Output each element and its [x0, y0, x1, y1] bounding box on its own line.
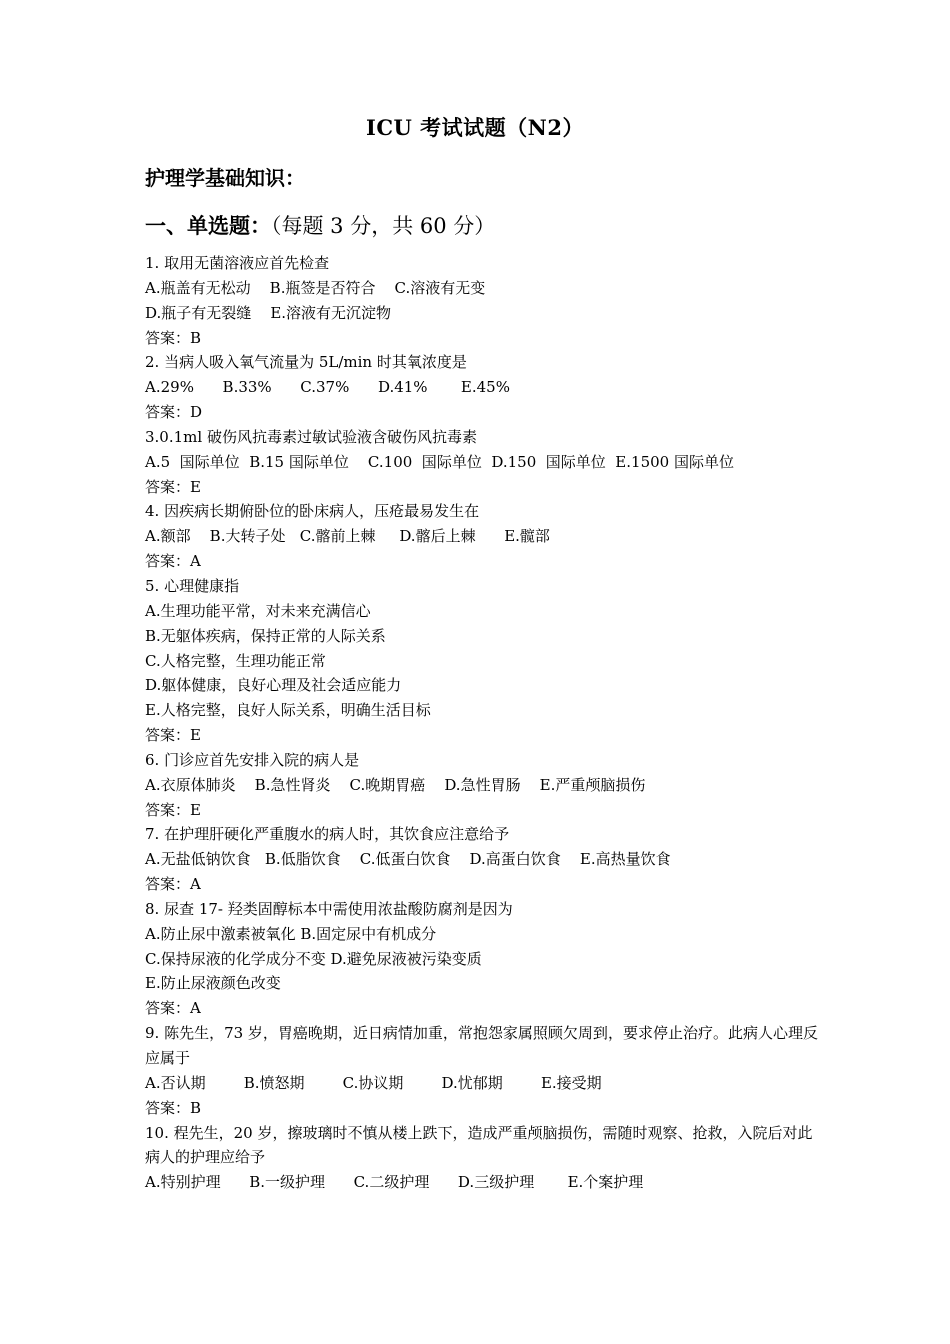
question-options: D.躯体健康，良好心理及社会适应能力 — [145, 676, 402, 695]
question-answer: 答案：B — [145, 1098, 202, 1117]
question-answer: 答案：E — [145, 477, 201, 496]
question-list — [145, 251, 825, 1195]
question-options: A.额部 B.大转子处 C.髂前上棘 D.髂后上棘 E.髋部 — [145, 527, 550, 546]
part-note: （每题 3 分，共 60 分） — [271, 214, 496, 238]
question-item — [145, 1021, 825, 1120]
question-stem: 7. 在护理肝硬化严重腹水的病人时，其饮食应注意给予 — [145, 825, 510, 844]
question-item — [145, 425, 825, 500]
question-answer: 答案：D — [145, 403, 203, 422]
question-item — [145, 574, 825, 748]
question-stem: 8. 尿查 17- 羟类固醇标本中需使用浓盐酸防腐剂是因为 — [145, 899, 513, 918]
question-options: A.防止尿中激素被氧化 B.固定尿中有机成分 — [145, 924, 437, 943]
question-options: E.人格完整，良好人际关系，明确生活目标 — [145, 701, 431, 720]
question-options: A.瓶盖有无松动 B.瓶签是否符合 C.溶液有无变 — [145, 278, 486, 297]
question-answer: 答案：E — [145, 800, 201, 819]
question-stem: 6. 门诊应首先安排入院的病人是 — [145, 750, 360, 769]
question-answer: 答案：A — [145, 552, 201, 571]
question-options: A.特别护理 B.一级护理 C.二级护理 D.三级护理 E.个案护理 — [145, 1173, 644, 1192]
question-answer: 答案：E — [145, 726, 201, 745]
question-item — [145, 499, 825, 574]
question-options: A.衣原体肺炎 B.急性肾炎 C.晚期胃癌 D.急性胃肠 E.严重颅脑损伤 — [145, 775, 646, 794]
question-options: A.生理功能平常，对未来充满信心 — [145, 601, 371, 620]
part-heading — [145, 210, 495, 240]
question-options: A.无盐低钠饮食 B.低脂饮食 C.低蛋白饮食 D.高蛋白饮食 E.高热量饮食 — [145, 850, 671, 869]
question-stem: 1. 取用无菌溶液应首先检查 — [145, 254, 330, 272]
question-options: D.瓶子有无裂缝 E.溶液有无沉淀物 — [145, 303, 392, 322]
question-item — [145, 897, 825, 1021]
question-answer: 答案：A — [145, 999, 201, 1018]
page-title: ICU 考试试题（N2） — [366, 115, 584, 140]
question-item — [145, 1121, 825, 1196]
question-options: C.人格完整，生理功能正常 — [145, 651, 326, 670]
question-options: A.29% B.33% C.37% D.41% E.45% — [145, 378, 510, 397]
section-heading: 护理学基础知识： — [145, 166, 305, 190]
question-options: A.否认期 B.愤怒期 C.协议期 D.忧郁期 E.接受期 — [145, 1073, 602, 1092]
question-stem: 10. 程先生，20 岁，擦玻璃时不慎从楼上跌下，造成严重颅脑损伤，需随时观察、抢救，入院后对此病人的护理应给予 — [145, 1123, 813, 1167]
question-answer: 答案：A — [145, 875, 201, 894]
question-item — [145, 748, 825, 823]
question-stem: 5. 心理健康指 — [145, 576, 240, 595]
question-stem: 2. 当病人吸入氧气流量为 5L/min 时其氧浓度是 — [145, 353, 467, 372]
question-item — [145, 822, 825, 897]
question-stem: 4. 因疾病长期俯卧位的卧床病人，压疮最易发生在 — [145, 502, 480, 521]
question-options: A.5 国际单位 B.15 国际单位 C.100 国际单位 D.150 国际单位 E.1500 国际单位 — [145, 452, 734, 471]
question-stem: 9. 陈先生，73 岁，胃癌晚期，近日病情加重，常抱怨家属照顾欠周到，要求停止治疗。此病人心理反应属于 — [145, 1024, 818, 1067]
question-item — [145, 350, 825, 425]
question-options: B.无躯体疾病，保持正常的人际关系 — [145, 626, 386, 645]
question-answer: 答案：B — [145, 328, 202, 347]
question-stem: 3.0.1ml 破伤风抗毒素过敏试验液含破伤风抗毒素 — [145, 427, 477, 446]
question-item — [145, 251, 825, 350]
question-options: E.防止尿液颜色改变 — [145, 974, 281, 993]
question-options: C.保持尿液的化学成分不变 D.避免尿液被污染变质 — [145, 949, 482, 968]
part-title: 一、单选题： — [145, 213, 271, 238]
